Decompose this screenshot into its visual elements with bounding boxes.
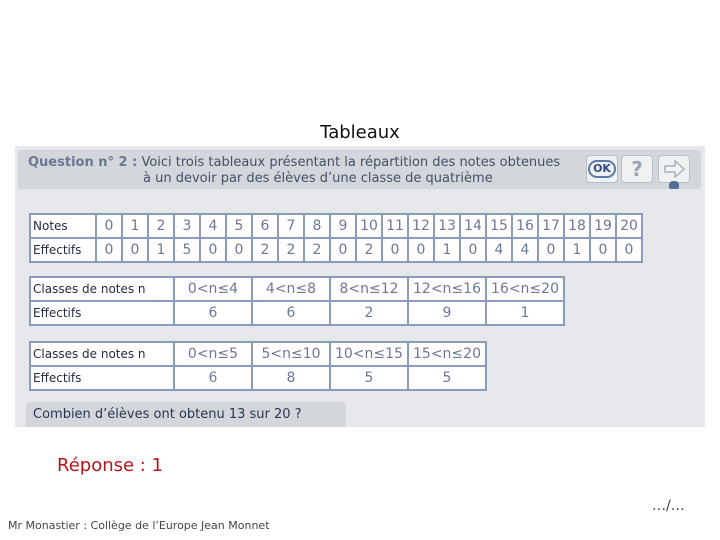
- continue-mark: …/…: [652, 498, 685, 514]
- table-cell: 4: [512, 238, 538, 262]
- table-cell: 0: [330, 238, 356, 262]
- table-cell: 0: [590, 238, 616, 262]
- table-cell: 2: [356, 238, 382, 262]
- classes-table-4: [29, 276, 565, 326]
- classes-table-5: [29, 341, 487, 391]
- table-cell: 11: [382, 214, 408, 238]
- table-cell: 0: [226, 238, 252, 262]
- question-ask: Combien d’élèves ont obtenu 13 sur 20 ?: [33, 407, 302, 422]
- table-cell: 4: [486, 238, 512, 262]
- table-cell: 1: [148, 238, 174, 262]
- table-cell: 0: [382, 238, 408, 262]
- table-cell: 19: [590, 214, 616, 238]
- hand-cursor-icon: [669, 181, 679, 189]
- table-cell: 17: [538, 214, 564, 238]
- table-cell: 2: [148, 214, 174, 238]
- classes-row: [30, 277, 564, 301]
- table-cell: 5: [226, 214, 252, 238]
- table-cell: 4<n≤8: [252, 277, 330, 301]
- table-cell: 5: [174, 238, 200, 262]
- help-label: ?: [631, 157, 643, 181]
- row-label: Effectifs: [30, 238, 96, 262]
- notes-row: [30, 214, 642, 238]
- table-cell: 16: [512, 214, 538, 238]
- table-cell: 15<n≤20: [408, 342, 486, 366]
- table-cell: 6: [174, 301, 252, 325]
- ok-label: OK: [588, 160, 616, 178]
- table-cell: 2: [252, 238, 278, 262]
- footer-credit: Mr Monastier : Collège de l’Europe Jean Monnet: [8, 519, 270, 532]
- table-cell: 4: [200, 214, 226, 238]
- help-button[interactable]: [621, 155, 653, 183]
- table-cell: 20: [616, 214, 642, 238]
- table-cell: 5<n≤10: [252, 342, 330, 366]
- table-cell: 2: [304, 238, 330, 262]
- table-cell: 5: [330, 366, 408, 390]
- notes-table: [29, 213, 643, 263]
- table-cell: 2: [278, 238, 304, 262]
- table-cell: 3: [174, 214, 200, 238]
- classes-row: [30, 342, 486, 366]
- table-cell: 10: [356, 214, 382, 238]
- table-cell: 13: [434, 214, 460, 238]
- ok-button[interactable]: [586, 155, 618, 183]
- table-cell: 1: [434, 238, 460, 262]
- row-label: Effectifs: [30, 366, 174, 390]
- table-cell: 0<n≤5: [174, 342, 252, 366]
- table-cell: 0: [408, 238, 434, 262]
- slide-title: Tableaux: [320, 122, 400, 143]
- table-cell: 0: [122, 238, 148, 262]
- table-cell: 1: [564, 238, 590, 262]
- row-label: Classes de notes n: [30, 342, 174, 366]
- effectifs-row: [30, 238, 642, 262]
- question-line-1: Voici trois tableaux présentant la répartition des notes obtenues: [141, 155, 561, 170]
- row-label: Classes de notes n: [30, 277, 174, 301]
- table-cell: 10<n≤15: [330, 342, 408, 366]
- answer-text: Réponse : 1: [57, 455, 164, 476]
- table-cell: 12<n≤16: [408, 277, 486, 301]
- exercise-panel: [15, 146, 705, 427]
- table-cell: 0<n≤4: [174, 277, 252, 301]
- question-bar: [18, 150, 701, 189]
- table-cell: 12: [408, 214, 434, 238]
- table-cell: 15: [486, 214, 512, 238]
- table-cell: 6: [174, 366, 252, 390]
- row-label: Notes: [30, 214, 96, 238]
- table-cell: 6: [252, 214, 278, 238]
- table-cell: 1: [486, 301, 564, 325]
- table-cell: 0: [96, 214, 122, 238]
- question-text: [28, 155, 560, 187]
- table-cell: 8<n≤12: [330, 277, 408, 301]
- ask-bar: [26, 402, 346, 427]
- next-button[interactable]: [658, 155, 690, 183]
- table-cell: 8: [252, 366, 330, 390]
- question-line-2: à un devoir par des élèves d’une classe de quatrième: [143, 171, 493, 186]
- table-cell: 16<n≤20: [486, 277, 564, 301]
- table-cell: 0: [538, 238, 564, 262]
- table-cell: 8: [304, 214, 330, 238]
- table-cell: 1: [122, 214, 148, 238]
- table-cell: 0: [96, 238, 122, 262]
- table-cell: 2: [330, 301, 408, 325]
- question-number: Question n° 2 :: [28, 155, 138, 170]
- table-cell: 18: [564, 214, 590, 238]
- arrow-right-icon: [663, 160, 685, 178]
- table-cell: 0: [616, 238, 642, 262]
- table-cell: 9: [408, 301, 486, 325]
- effectifs-row: [30, 366, 486, 390]
- table-cell: 0: [460, 238, 486, 262]
- table-cell: 0: [200, 238, 226, 262]
- row-label: Effectifs: [30, 301, 174, 325]
- table-cell: 14: [460, 214, 486, 238]
- table-cell: 7: [278, 214, 304, 238]
- table-cell: 6: [252, 301, 330, 325]
- table-cell: 5: [408, 366, 486, 390]
- table-cell: 9: [330, 214, 356, 238]
- effectifs-row: [30, 301, 564, 325]
